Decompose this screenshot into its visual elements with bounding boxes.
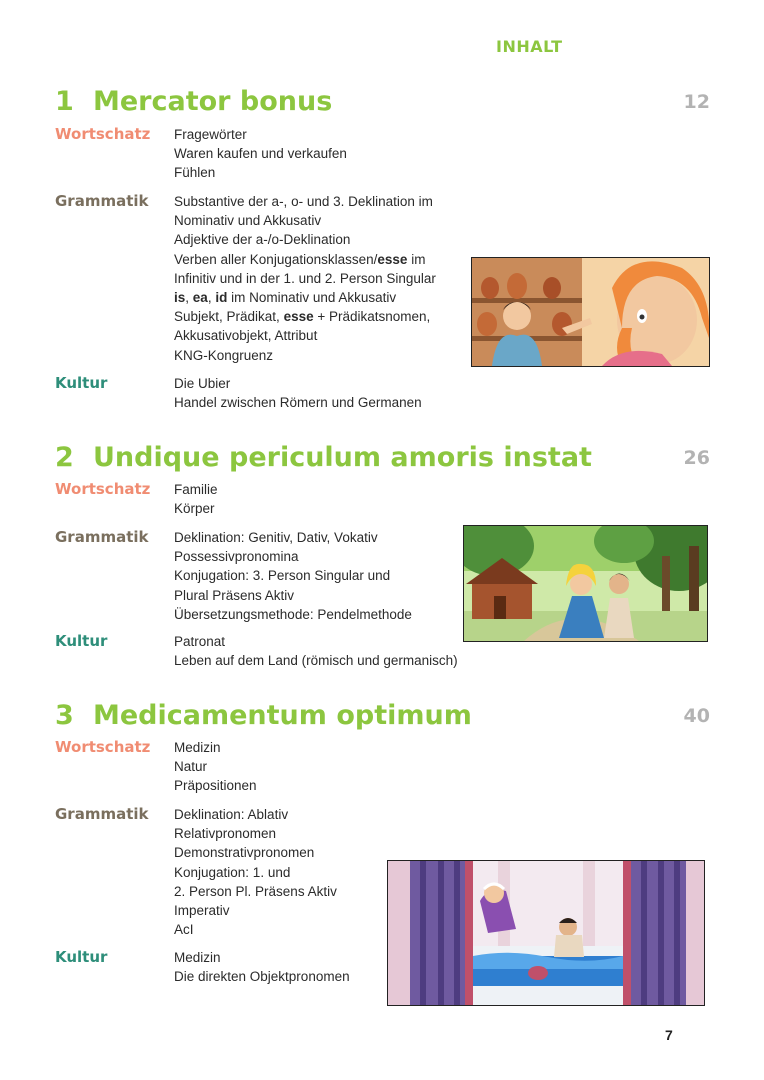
list-item: Präpositionen xyxy=(174,778,257,794)
list-item: Medizin xyxy=(174,950,221,965)
list-item: AcI xyxy=(174,922,194,938)
list-item: Fragewörter xyxy=(174,127,247,142)
list-item: Adjektive der a-/o-Deklination xyxy=(174,232,351,248)
list-item: Natur xyxy=(174,759,208,775)
grammatik-label: Grammatik xyxy=(55,192,149,210)
list-item: Nominativ und Akkusativ xyxy=(174,213,322,229)
kultur-label: Kultur xyxy=(55,948,108,966)
chapter-title-text: Undique periculum amoris instat xyxy=(93,442,592,473)
list-item: Körper xyxy=(174,501,215,517)
grammatik-label: Grammatik xyxy=(55,805,149,823)
chapter-number: 2 xyxy=(55,442,74,473)
chapter-title-text: Medicamentum optimum xyxy=(93,700,472,731)
chapter-1-illustration xyxy=(471,257,710,367)
list-item: Relativpronomen xyxy=(174,826,277,842)
chapter-page-number: 12 xyxy=(683,91,710,113)
list-item: Akkusativobjekt, Attribut xyxy=(174,328,318,344)
list-item: Die direkten Objektpronomen xyxy=(174,969,350,985)
wortschatz-label: Wortschatz xyxy=(55,480,151,498)
list-item: Konjugation: 1. und xyxy=(174,864,291,880)
list-item: Konjugation: 3. Person Singular und xyxy=(174,568,391,584)
list-item: Patronat xyxy=(174,634,226,649)
list-item: Plural Präsens Aktiv xyxy=(174,587,295,603)
kultur-list xyxy=(174,632,458,670)
list-item: Possessivpronomina xyxy=(174,549,299,565)
section-header: INHALT xyxy=(496,37,563,56)
kultur-label: Kultur xyxy=(55,374,108,392)
list-item: Leben auf dem Land (römisch und germanisch) xyxy=(174,653,458,669)
list-item: Handel zwischen Römern und Germanen xyxy=(174,395,422,411)
list-item: Imperativ xyxy=(174,903,230,919)
list-item: Verben aller Konjugationsklassen/esse im xyxy=(174,251,426,267)
list-item: KNG-Kongruenz xyxy=(174,347,274,363)
chapter-title-text: Mercator bonus xyxy=(93,86,333,117)
list-item: Demonstrativpronomen xyxy=(174,845,315,861)
chapter-3-title[interactable] xyxy=(55,696,710,736)
chapter-2-illustration xyxy=(463,525,708,642)
chapter-page-number: 40 xyxy=(683,705,710,727)
list-item: Deklination: Ablativ xyxy=(174,807,289,822)
wortschatz-list xyxy=(174,738,257,796)
list-item: Fühlen xyxy=(174,165,216,181)
list-item: Übersetzungsmethode: Pendelmethode xyxy=(174,606,412,622)
list-item: Infinitiv und in der 1. und 2. Person Singular xyxy=(174,270,436,286)
wortschatz-label: Wortschatz xyxy=(55,125,151,143)
list-item: Subjekt, Prädikat, esse + Prädikatsnomen, xyxy=(174,309,431,325)
list-item: Familie xyxy=(174,482,218,497)
kultur-list xyxy=(174,374,422,412)
grammatik-list xyxy=(174,805,337,939)
kultur-list xyxy=(174,948,350,986)
kultur-label: Kultur xyxy=(55,632,108,650)
list-item: Die Ubier xyxy=(174,376,231,391)
wortschatz-list xyxy=(174,125,347,183)
wortschatz-label: Wortschatz xyxy=(55,738,151,756)
chapter-number: 3 xyxy=(55,700,74,731)
chapter-page-number: 26 xyxy=(683,447,710,469)
grammatik-list xyxy=(174,528,412,624)
list-item: Deklination: Genitiv, Dativ, Vokativ xyxy=(174,530,378,545)
wortschatz-list xyxy=(174,480,218,518)
list-item: 2. Person Pl. Präsens Aktiv xyxy=(174,883,337,899)
grammatik-list xyxy=(174,192,436,365)
list-item: is, ea, id im Nominativ und Akkusativ xyxy=(174,290,397,306)
chapter-2-title[interactable] xyxy=(55,438,710,478)
chapter-3-illustration xyxy=(387,860,705,1006)
chapter-number: 1 xyxy=(55,86,74,117)
list-item: Waren kaufen und verkaufen xyxy=(174,146,347,162)
chapter-1-title[interactable] xyxy=(55,82,710,122)
grammatik-label: Grammatik xyxy=(55,528,149,546)
list-item: Medizin xyxy=(174,740,221,755)
list-item: Substantive der a-, o- und 3. Deklination im xyxy=(174,194,433,209)
page-number: 7 xyxy=(665,1027,673,1043)
